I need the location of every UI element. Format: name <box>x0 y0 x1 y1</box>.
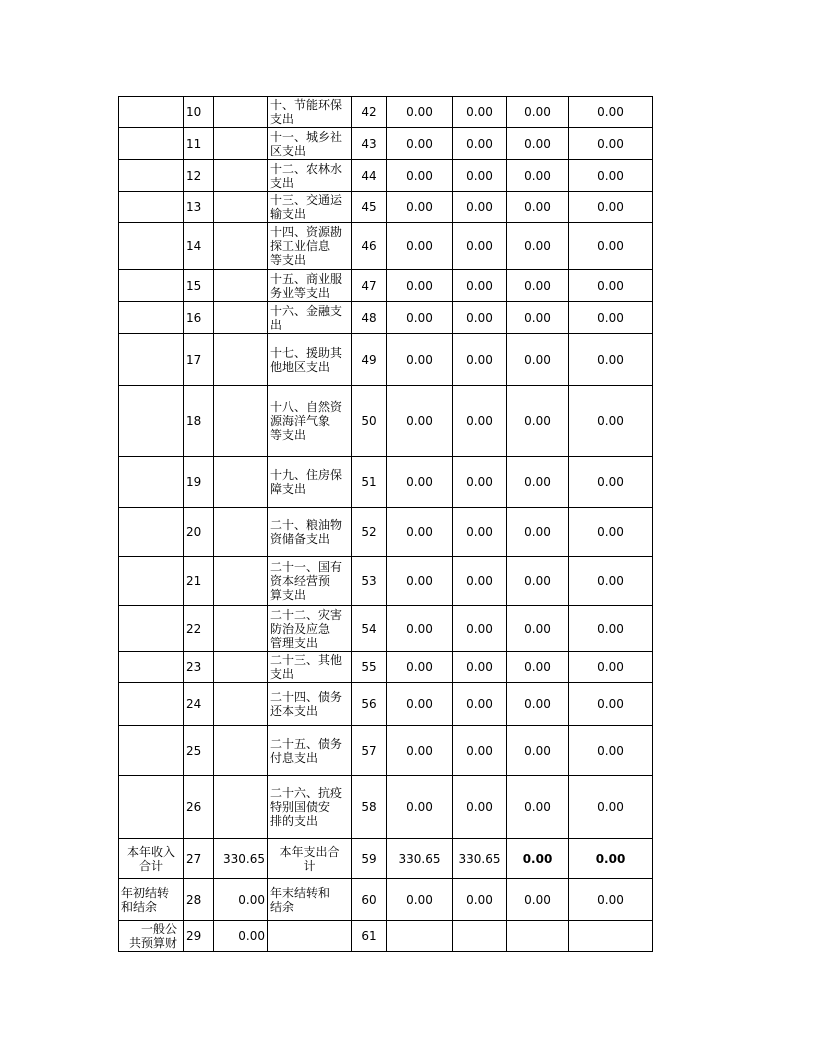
expense-amount-col-1: 0.00 <box>387 160 453 192</box>
income-item-label <box>119 160 184 192</box>
expense-amount-col-3: 0.00 <box>507 386 569 457</box>
expense-line-number: 60 <box>352 879 387 921</box>
expense-amount-col-1: 330.65 <box>387 839 453 879</box>
expense-line-number: 49 <box>352 334 387 386</box>
expense-amount-col-2: 0.00 <box>453 302 507 334</box>
expense-item-label <box>268 921 352 952</box>
expense-item-label: 年末结转和 结余 <box>268 879 352 921</box>
expense-amount-col-2: 0.00 <box>453 223 507 270</box>
income-line-number: 11 <box>184 128 214 160</box>
budget-table <box>118 96 653 952</box>
income-amount <box>214 386 268 457</box>
table-row <box>119 457 653 508</box>
expense-amount-col-2: 330.65 <box>453 839 507 879</box>
expense-line-number: 43 <box>352 128 387 160</box>
income-item-label <box>119 270 184 302</box>
expense-amount-col-1: 0.00 <box>387 97 453 128</box>
expense-line-number: 54 <box>352 606 387 652</box>
income-amount <box>214 726 268 776</box>
income-item-label <box>119 97 184 128</box>
expense-amount-col-3: 0.00 <box>507 652 569 683</box>
expense-item-label: 二十三、其他 支出 <box>268 652 352 683</box>
income-item-label <box>119 334 184 386</box>
expense-line-number: 59 <box>352 839 387 879</box>
income-amount <box>214 457 268 508</box>
expense-amount-col-3: 0.00 <box>507 128 569 160</box>
table-row <box>119 192 653 223</box>
expense-amount-col-2: 0.00 <box>453 652 507 683</box>
expense-amount-col-1: 0.00 <box>387 683 453 726</box>
income-line-number: 20 <box>184 508 214 557</box>
table-row <box>119 921 653 952</box>
expense-amount-col-4 <box>569 921 653 952</box>
expense-amount-col-2: 0.00 <box>453 879 507 921</box>
income-line-number: 29 <box>184 921 214 952</box>
expense-amount-col-3: 0.00 <box>507 557 569 606</box>
income-item-label: 一般公 共预算财 <box>119 921 184 952</box>
expense-amount-col-2: 0.00 <box>453 97 507 128</box>
expense-item-label: 十六、金融支 出 <box>268 302 352 334</box>
table-row <box>119 839 653 879</box>
expense-line-number: 42 <box>352 97 387 128</box>
expense-amount-col-1: 0.00 <box>387 128 453 160</box>
expense-amount-col-4: 0.00 <box>569 270 653 302</box>
table-row <box>119 334 653 386</box>
expense-amount-col-2: 0.00 <box>453 776 507 839</box>
expense-line-number: 55 <box>352 652 387 683</box>
table-row <box>119 683 653 726</box>
income-amount <box>214 776 268 839</box>
expense-item-label: 二十、粮油物 资储备支出 <box>268 508 352 557</box>
expense-amount-col-2: 0.00 <box>453 557 507 606</box>
table-row <box>119 606 653 652</box>
income-item-label <box>119 726 184 776</box>
expense-amount-col-3: 0.00 <box>507 192 569 223</box>
income-line-number: 18 <box>184 386 214 457</box>
income-item-label: 年初结转 和结余 <box>119 879 184 921</box>
expense-amount-col-2: 0.00 <box>453 606 507 652</box>
expense-amount-col-1: 0.00 <box>387 457 453 508</box>
income-line-number: 21 <box>184 557 214 606</box>
income-amount <box>214 128 268 160</box>
expense-line-number: 52 <box>352 508 387 557</box>
income-item-label <box>119 302 184 334</box>
expense-line-number: 56 <box>352 683 387 726</box>
expense-amount-col-3: 0.00 <box>507 839 569 879</box>
expense-amount-col-3: 0.00 <box>507 726 569 776</box>
expense-amount-col-1: 0.00 <box>387 192 453 223</box>
expense-item-label: 二十一、国有 资本经营预 算支出 <box>268 557 352 606</box>
expense-amount-col-4: 0.00 <box>569 776 653 839</box>
table-row <box>119 223 653 270</box>
expense-item-label: 十七、援助其 他地区支出 <box>268 334 352 386</box>
income-item-label <box>119 776 184 839</box>
income-line-number: 12 <box>184 160 214 192</box>
expense-amount-col-4: 0.00 <box>569 334 653 386</box>
expense-amount-col-2 <box>453 921 507 952</box>
expense-item-label: 十四、资源勘 探工业信息 等支出 <box>268 223 352 270</box>
expense-amount-col-4: 0.00 <box>569 557 653 606</box>
expense-amount-col-1: 0.00 <box>387 302 453 334</box>
income-line-number: 24 <box>184 683 214 726</box>
expense-line-number: 47 <box>352 270 387 302</box>
table-row <box>119 508 653 557</box>
income-line-number: 25 <box>184 726 214 776</box>
expense-amount-col-1: 0.00 <box>387 334 453 386</box>
expense-item-label: 二十六、抗疫 特别国债安 排的支出 <box>268 776 352 839</box>
income-amount <box>214 508 268 557</box>
expense-item-label: 十三、交通运 输支出 <box>268 192 352 223</box>
expense-amount-col-2: 0.00 <box>453 270 507 302</box>
table-row <box>119 879 653 921</box>
expense-line-number: 58 <box>352 776 387 839</box>
expense-amount-col-3: 0.00 <box>507 879 569 921</box>
expense-line-number: 51 <box>352 457 387 508</box>
income-amount: 330.65 <box>214 839 268 879</box>
expense-amount-col-2: 0.00 <box>453 192 507 223</box>
income-item-label <box>119 557 184 606</box>
income-line-number: 19 <box>184 457 214 508</box>
income-amount: 0.00 <box>214 879 268 921</box>
table-row <box>119 128 653 160</box>
table-row <box>119 776 653 839</box>
expense-amount-col-2: 0.00 <box>453 683 507 726</box>
table-row <box>119 652 653 683</box>
expense-item-label: 十一、城乡社 区支出 <box>268 128 352 160</box>
expense-amount-col-3: 0.00 <box>507 776 569 839</box>
expense-amount-col-2: 0.00 <box>453 128 507 160</box>
income-line-number: 26 <box>184 776 214 839</box>
expense-amount-col-4: 0.00 <box>569 879 653 921</box>
income-line-number: 17 <box>184 334 214 386</box>
income-amount <box>214 97 268 128</box>
income-line-number: 22 <box>184 606 214 652</box>
expense-amount-col-4: 0.00 <box>569 97 653 128</box>
expense-amount-col-3: 0.00 <box>507 683 569 726</box>
expense-amount-col-4: 0.00 <box>569 223 653 270</box>
expense-amount-col-3 <box>507 921 569 952</box>
table-row <box>119 726 653 776</box>
expense-amount-col-1 <box>387 921 453 952</box>
expense-item-label: 二十二、灾害 防治及应急 管理支出 <box>268 606 352 652</box>
expense-line-number: 61 <box>352 921 387 952</box>
income-amount <box>214 223 268 270</box>
expense-amount-col-3: 0.00 <box>507 302 569 334</box>
expense-amount-col-4: 0.00 <box>569 457 653 508</box>
income-line-number: 13 <box>184 192 214 223</box>
income-line-number: 16 <box>184 302 214 334</box>
income-item-label <box>119 457 184 508</box>
expense-amount-col-1: 0.00 <box>387 652 453 683</box>
income-amount <box>214 334 268 386</box>
expense-amount-col-2: 0.00 <box>453 457 507 508</box>
expense-amount-col-4: 0.00 <box>569 302 653 334</box>
income-item-label <box>119 508 184 557</box>
expense-item-label: 二十四、债务 还本支出 <box>268 683 352 726</box>
expense-amount-col-4: 0.00 <box>569 726 653 776</box>
expense-amount-col-4: 0.00 <box>569 128 653 160</box>
expense-item-label: 本年支出合 计 <box>268 839 352 879</box>
income-amount <box>214 683 268 726</box>
expense-amount-col-2: 0.00 <box>453 334 507 386</box>
table-row <box>119 270 653 302</box>
expense-amount-col-2: 0.00 <box>453 508 507 557</box>
expense-amount-col-4: 0.00 <box>569 606 653 652</box>
expense-item-label: 十五、商业服 务业等支出 <box>268 270 352 302</box>
table-row <box>119 386 653 457</box>
expense-amount-col-3: 0.00 <box>507 457 569 508</box>
expense-amount-col-1: 0.00 <box>387 726 453 776</box>
income-item-label <box>119 192 184 223</box>
table-row <box>119 160 653 192</box>
expense-amount-col-2: 0.00 <box>453 160 507 192</box>
income-amount <box>214 652 268 683</box>
income-amount <box>214 606 268 652</box>
income-amount <box>214 557 268 606</box>
income-item-label <box>119 386 184 457</box>
income-amount: 0.00 <box>214 921 268 952</box>
income-line-number: 28 <box>184 879 214 921</box>
expense-amount-col-3: 0.00 <box>507 270 569 302</box>
expense-line-number: 57 <box>352 726 387 776</box>
expense-line-number: 44 <box>352 160 387 192</box>
expense-item-label: 十、节能环保 支出 <box>268 97 352 128</box>
income-item-label <box>119 223 184 270</box>
expense-amount-col-1: 0.00 <box>387 557 453 606</box>
expense-amount-col-4: 0.00 <box>569 160 653 192</box>
expense-amount-col-1: 0.00 <box>387 879 453 921</box>
expense-item-label: 二十五、债务 付息支出 <box>268 726 352 776</box>
income-item-label <box>119 652 184 683</box>
income-amount <box>214 192 268 223</box>
expense-item-label: 十八、自然资 源海洋气象 等支出 <box>268 386 352 457</box>
expense-line-number: 50 <box>352 386 387 457</box>
expense-amount-col-4: 0.00 <box>569 508 653 557</box>
expense-amount-col-3: 0.00 <box>507 97 569 128</box>
table-row <box>119 97 653 128</box>
expense-amount-col-3: 0.00 <box>507 334 569 386</box>
income-line-number: 10 <box>184 97 214 128</box>
expense-line-number: 45 <box>352 192 387 223</box>
expense-amount-col-4: 0.00 <box>569 652 653 683</box>
income-amount <box>214 160 268 192</box>
expense-line-number: 53 <box>352 557 387 606</box>
income-item-label <box>119 683 184 726</box>
income-amount <box>214 302 268 334</box>
income-item-label <box>119 606 184 652</box>
expense-amount-col-2: 0.00 <box>453 386 507 457</box>
expense-amount-col-1: 0.00 <box>387 508 453 557</box>
expense-amount-col-4: 0.00 <box>569 386 653 457</box>
expense-line-number: 46 <box>352 223 387 270</box>
expense-amount-col-1: 0.00 <box>387 606 453 652</box>
income-line-number: 27 <box>184 839 214 879</box>
expense-item-label: 十九、住房保 障支出 <box>268 457 352 508</box>
income-line-number: 14 <box>184 223 214 270</box>
expense-amount-col-4: 0.00 <box>569 683 653 726</box>
expense-line-number: 48 <box>352 302 387 334</box>
expense-amount-col-1: 0.00 <box>387 776 453 839</box>
expense-amount-col-4: 0.00 <box>569 839 653 879</box>
income-line-number: 15 <box>184 270 214 302</box>
table-row <box>119 557 653 606</box>
expense-item-label: 十二、农林水 支出 <box>268 160 352 192</box>
expense-amount-col-3: 0.00 <box>507 223 569 270</box>
expense-amount-col-2: 0.00 <box>453 726 507 776</box>
income-item-label: 本年收入 合计 <box>119 839 184 879</box>
expense-amount-col-1: 0.00 <box>387 223 453 270</box>
expense-amount-col-3: 0.00 <box>507 606 569 652</box>
expense-amount-col-1: 0.00 <box>387 270 453 302</box>
table-row <box>119 302 653 334</box>
expense-amount-col-3: 0.00 <box>507 508 569 557</box>
income-amount <box>214 270 268 302</box>
expense-amount-col-1: 0.00 <box>387 386 453 457</box>
expense-amount-col-4: 0.00 <box>569 192 653 223</box>
income-item-label <box>119 128 184 160</box>
expense-amount-col-3: 0.00 <box>507 160 569 192</box>
income-line-number: 23 <box>184 652 214 683</box>
